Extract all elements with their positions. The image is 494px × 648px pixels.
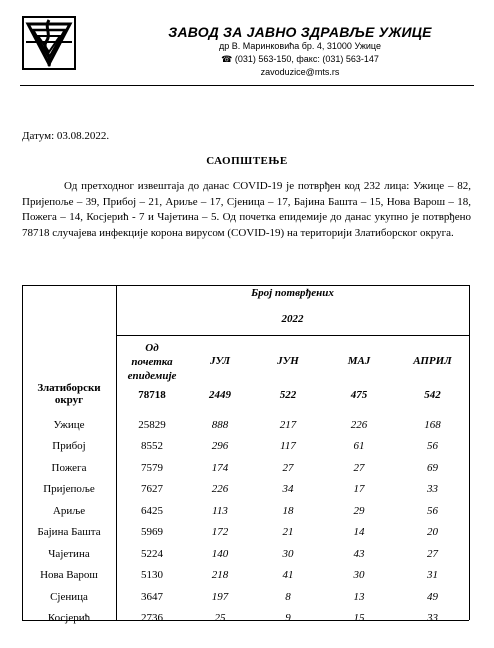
- institute-logo: [22, 16, 76, 70]
- table-left-border: [22, 285, 23, 620]
- column-header-jul: ЈУЛ: [210, 355, 230, 367]
- cell-jun: 18: [282, 504, 294, 517]
- cell-total: 2736: [141, 612, 163, 624]
- cell-maj: 30: [353, 569, 365, 581]
- cell-jul: 2449: [209, 389, 231, 401]
- row-label: Сјеница: [50, 590, 88, 603]
- cell-total: 3647: [141, 590, 163, 603]
- cell-total: 5969: [141, 526, 163, 538]
- cell-total: 78718: [138, 389, 166, 401]
- cell-maj: 13: [353, 590, 365, 603]
- cell-total: 6425: [141, 504, 163, 517]
- report-paragraph: Од претходног извештаја до данас COVID-19 је потврђен код 232 лица: Ужице – 82, Пријепоље – 39, Прибој – 21, Ариље – 17, Сјеница – 17, Бајина Башта – 15, Нова Варош – 18, Пожега – 14, Косјерић - 7 и Чајетина – 5. Од почетка епидемије до данас укупно је потврђено 78718 случајева инфекције корона вирусом (COVID-19) на територији Златиборског округа.: [22, 180, 471, 239]
- cell-april: 168: [424, 418, 441, 431]
- row-label: Златиборски округ: [37, 382, 101, 406]
- cell-jul: 25: [214, 612, 226, 624]
- document-title: САОПШТЕЊЕ: [206, 155, 288, 167]
- row-label: Ужице: [53, 418, 85, 431]
- cell-april: 56: [427, 504, 438, 517]
- cell-total: 5130: [141, 569, 163, 581]
- cell-jun: 27: [282, 461, 294, 474]
- cell-maj: 43: [353, 547, 365, 560]
- cell-jun: 34: [282, 483, 294, 495]
- row-label: Пријепоље: [43, 483, 95, 495]
- cell-april: 33: [427, 483, 438, 495]
- institute-phone: ☎ (031) 563-150, факс: (031) 563-147: [221, 54, 379, 64]
- cell-total: 7579: [141, 461, 163, 474]
- letterhead: [120, 24, 480, 79]
- cell-jun: 41: [282, 569, 294, 581]
- table-header-divider: [116, 335, 469, 336]
- cell-april: 20: [427, 526, 438, 538]
- column-header-april: АПРИЛ: [413, 355, 452, 367]
- cell-jun: 217: [279, 418, 297, 431]
- cell-maj: 61: [353, 440, 365, 452]
- cell-maj: 29: [353, 504, 365, 517]
- column-header-maj: МАЈ: [347, 355, 371, 367]
- cell-maj: 226: [350, 418, 368, 431]
- year-header: 2022: [281, 313, 304, 325]
- cell-jul: 140: [211, 547, 229, 560]
- table-top-border: [22, 285, 469, 286]
- cell-maj: 14: [353, 526, 365, 538]
- cell-total: 7627: [141, 483, 163, 495]
- row-label: Чајетина: [48, 547, 90, 560]
- group-header: Број потврђених: [251, 287, 334, 299]
- cell-jul: 197: [211, 590, 229, 603]
- cell-jun: 117: [280, 440, 296, 452]
- cell-maj: 475: [350, 389, 368, 401]
- cell-jul: 296: [211, 440, 229, 452]
- cell-jul: 174: [211, 461, 229, 474]
- cell-jun: 21: [282, 526, 294, 538]
- row-label: Косјерић: [47, 612, 91, 624]
- cell-jul: 113: [212, 504, 228, 517]
- cell-april: 69: [427, 461, 438, 474]
- row-label: Нова Варош: [40, 569, 98, 581]
- header-divider: [20, 85, 474, 86]
- cell-maj: 15: [353, 612, 365, 624]
- cell-total: 5224: [141, 547, 163, 560]
- cell-total: 8552: [141, 440, 163, 452]
- cell-jul: 172: [211, 526, 229, 538]
- column-header-jun: ЈУН: [277, 355, 299, 367]
- cell-maj: 27: [353, 461, 365, 474]
- institute-name: ЗАВОД ЗА ЈАВНО ЗДРАВЉЕ УЖИЦЕ: [168, 24, 432, 40]
- cases-table: [22, 285, 469, 624]
- row-label: Ариље: [52, 504, 86, 517]
- cell-jun: 522: [279, 389, 297, 401]
- cell-total: 25829: [138, 418, 166, 431]
- institute-email: zavoduzice@mts.rs: [260, 67, 340, 77]
- cell-april: 31: [427, 569, 438, 581]
- cell-jun: 8: [285, 590, 291, 603]
- cell-april: 542: [424, 389, 441, 401]
- row-label: Пожега: [51, 461, 87, 474]
- institute-address: др В. Маринковића бр. 4, 31000 Ужице: [219, 41, 381, 51]
- cell-jul: 226: [211, 483, 229, 495]
- row-label: Бајина Башта: [37, 526, 101, 538]
- cell-jun: 30: [282, 547, 294, 560]
- row-label: Прибој: [52, 440, 86, 452]
- cell-jun: 9: [285, 612, 291, 624]
- cell-april: 27: [427, 547, 438, 560]
- cell-april: 33: [427, 612, 438, 624]
- cell-april: 49: [427, 590, 438, 603]
- document-date: Датум: 03.08.2022.: [22, 130, 110, 142]
- cell-jul: 218: [211, 569, 229, 581]
- table-right-border: [469, 285, 470, 620]
- cell-maj: 17: [353, 483, 365, 495]
- cell-jul: 888: [211, 418, 229, 431]
- cell-april: 56: [427, 440, 438, 452]
- column-header-since-start: Од почетка епидемије: [127, 342, 177, 382]
